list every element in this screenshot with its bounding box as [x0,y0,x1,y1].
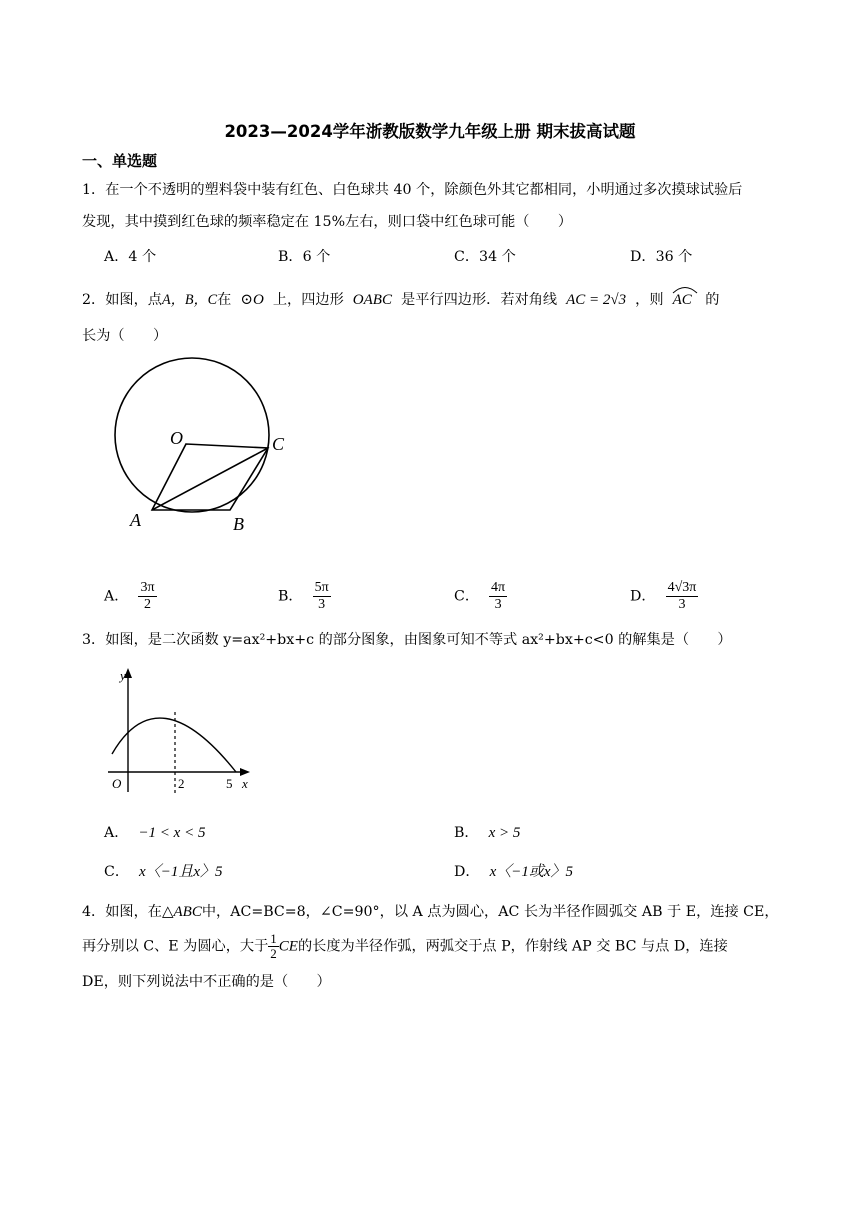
q3-figure-parabola [98,664,258,804]
denominator: 2 [143,597,151,612]
q2-points: A，B，C [161,292,218,308]
label-two: 2 [178,776,185,791]
q4-line-1 [82,902,779,922]
q1-line-1: 1．在一个不透明的塑料袋中装有红色、白色球共 40 个，除颜色外其它都相同，小明通过多次摸球试验后 [82,182,743,198]
q2-arc-ac [673,290,692,310]
numerator: 3π [140,580,155,595]
q2-option-d [630,580,698,613]
q2-ac-equation: AC = 2√3 [566,292,627,308]
denominator: 2 [270,946,277,961]
x-axis-arrow-icon [240,768,250,776]
q4-half-fraction [268,932,279,961]
q4-text-4: 的长度为半径作弧，两弧交于点 P，作射线 AP 交 BC 与点 D，连接 [297,938,728,955]
page-title: 2023—2024学年浙教版数学九年级上册 期末拔高试题 [224,122,636,141]
q3-option-d-label: D． [454,864,480,880]
q2-option-d-label: D． [630,588,656,605]
q4-line-2 [82,932,728,961]
q3-option-c [104,860,223,881]
q4-line-3: DE，则下列说法中不正确的是（ ） [82,974,331,990]
q2-circle: ⊙O [240,292,264,308]
numerator: 4√3π [667,580,697,595]
q2-option-b [278,580,331,613]
q2-line-2: 长为（ ） [82,328,168,344]
diagonal-ac [152,448,268,510]
q1-option-c: C．34 个 [454,249,516,265]
q2-text-1: 2．如图，点 [82,292,162,308]
numerator: 1 [270,931,277,946]
q2-line-1 [82,290,720,310]
denominator: 3 [494,597,502,612]
q2-text-5: ，则 [635,292,664,308]
q3-option-d-expr: x〈−1或x〉5 [489,864,574,880]
q3-option-c-expr: x〈−1且x〉5 [139,864,223,880]
parabola-curve [112,718,236,772]
q4-text-2: 中，AC=BC=8，∠C=90°，以 A 点为圆心，AC 长为半径作圆弧交 AB 于 E，连接 CE， [201,904,779,920]
q3-option-a [104,822,205,842]
q1-line-2: 发现，其中摸到红色球的频率稳定在 15%左右，则口袋中红色球可能（ ） [82,214,573,230]
q2-arc-label: AC [672,292,692,308]
q2-option-c-fraction [489,580,507,613]
q2-text-4: 是平行四边形．若对角线 [401,292,558,308]
q1-option-b: B．6 个 [278,249,331,265]
denominator: 3 [678,597,686,612]
q2-option-d-fraction [666,580,699,613]
q3-option-b [454,822,520,842]
q3-option-a-label: A． [104,825,129,841]
q3-option-c-label: C． [104,864,130,880]
q1-option-d: D．36 个 [630,249,693,265]
label-a: A [130,510,141,530]
label-y: y [120,668,126,683]
q3-line-1: 3．如图，是二次函数 y=ax²+bx+c 的部分图象，由图象可知不等式 ax²+bx+c<0 的解集是（ ） [82,632,732,648]
numerator: 5π [314,580,329,595]
label-o: O [170,428,183,448]
q3-option-b-label: B． [454,825,479,841]
label-five: 5 [226,776,233,791]
q2-text-3: 上，四边形 [272,292,344,308]
label-b: B [233,514,244,534]
q2-option-b-fraction [313,580,331,613]
q2-option-a-label: A． [104,588,129,605]
q4-text-3: 再分别以 C、E 为圆心，大于 [82,938,269,955]
q2-option-a [104,580,157,613]
q1-option-a: A．4 个 [104,249,157,265]
q4-text-1: 4．如图，在 [82,904,162,920]
label-x: x [242,776,248,791]
arc-mark-icon [671,284,699,294]
q2-text-2: 在 [217,292,232,308]
label-origin: O [112,776,122,791]
q2-option-a-fraction [138,580,156,613]
q3-option-d [454,860,573,881]
q4-triangle: △ABC [161,904,202,920]
q2-option-c [454,580,507,613]
denominator: 3 [318,597,326,612]
section-heading: 一、单选题 [82,152,158,170]
q3-option-a-expr: −1 < x < 5 [138,825,206,841]
label-c: C [272,434,285,454]
q2-quad: OABC [352,292,392,308]
q2-text-6: 的 [705,292,720,308]
q3-option-b-expr: x > 5 [488,825,521,841]
q2-figure-circle [100,348,300,538]
numerator: 4π [491,580,506,595]
q2-option-c-label: C． [454,588,480,605]
q4-ce: CE [278,938,298,955]
q2-option-b-label: B． [278,588,303,605]
